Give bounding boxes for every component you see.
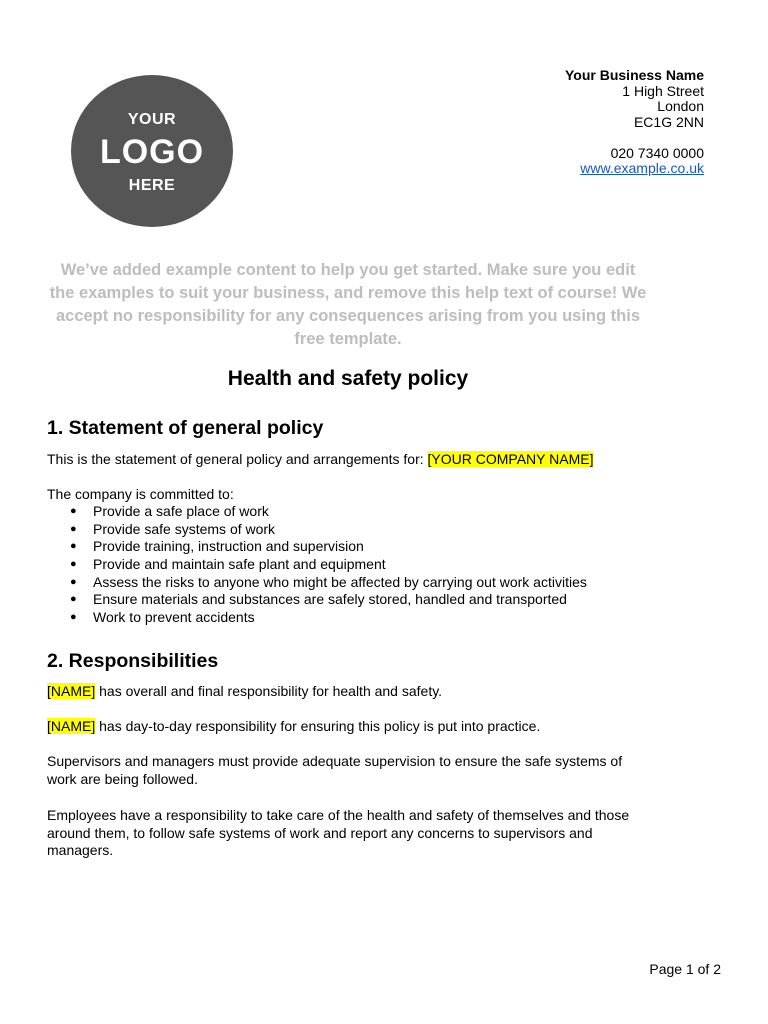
list-item: ● Provide a safe place of work — [47, 503, 587, 521]
name-placeholder: [NAME] — [47, 718, 96, 734]
employees-paragraph: Employees have a responsibility to take care of the health and safety of themselves and those around them, to follow safe systems of work and report any concerns to supervisors and managers. — [47, 807, 630, 858]
business-address-block — [565, 68, 704, 177]
document-title: Health and safety policy — [227, 367, 469, 390]
list-item: ● Provide and maintain safe plant and equipment — [47, 556, 587, 574]
list-item: ● Assess the risks to anyone who might be affected by carrying out work activities — [47, 574, 587, 592]
responsibility-text-2: has day-to-day responsibility for ensuring this policy is put into practice. — [99, 718, 541, 734]
commitment-intro: The company is committed to: — [47, 486, 234, 502]
responsibility-text-1: has overall and final responsibility for health and safety. — [99, 683, 443, 699]
business-postcode: EC1G 2NN — [633, 113, 704, 130]
responsibility-paragraph-1 — [47, 683, 647, 701]
general-policy-intro: This is the statement of general policy and arrangements for: — [47, 451, 424, 467]
page-number: Page 1 of 2 — [649, 961, 721, 977]
commitment-list — [47, 503, 587, 627]
help-text: We’ve added example content to help you get started. Make sure you edit the examples to suit your business, and remove this help text of course! We accept no responsibility for any consequences arising from you using this free template. — [49, 261, 647, 348]
logo-line-2: LOGO — [99, 133, 205, 171]
name-placeholder: [NAME] — [47, 683, 96, 699]
responsibility-paragraph-2 — [47, 718, 647, 736]
supervisors-paragraph: Supervisors and managers must provide adequate supervision to ensure the safe systems of work are being followed. — [47, 753, 623, 787]
list-item: ● Provide safe systems of work — [47, 521, 587, 539]
general-policy-statement — [47, 451, 647, 469]
section-2-heading: 2. Responsibilities — [47, 650, 219, 672]
list-item: ● Work to prevent accidents — [47, 609, 587, 627]
section-1-heading: 1. Statement of general policy — [47, 417, 324, 439]
address-spacer — [565, 130, 704, 146]
business-street: 1 High Street — [622, 82, 704, 99]
list-item: ● Provide training, instruction and supervision — [47, 538, 587, 556]
company-name-placeholder: [YOUR COMPANY NAME] — [427, 451, 594, 467]
business-phone: 020 7340 0000 — [610, 144, 704, 161]
logo-line-3: HERE — [128, 177, 176, 194]
business-city: London — [657, 98, 704, 114]
logo-line-1: YOUR — [127, 111, 177, 128]
logo-placeholder — [71, 75, 233, 227]
business-website-link[interactable]: www.example.co.uk — [580, 160, 704, 176]
list-item: ● Ensure materials and substances are safely stored, handled and transported — [47, 591, 587, 609]
business-name: Your Business Name — [564, 67, 704, 83]
